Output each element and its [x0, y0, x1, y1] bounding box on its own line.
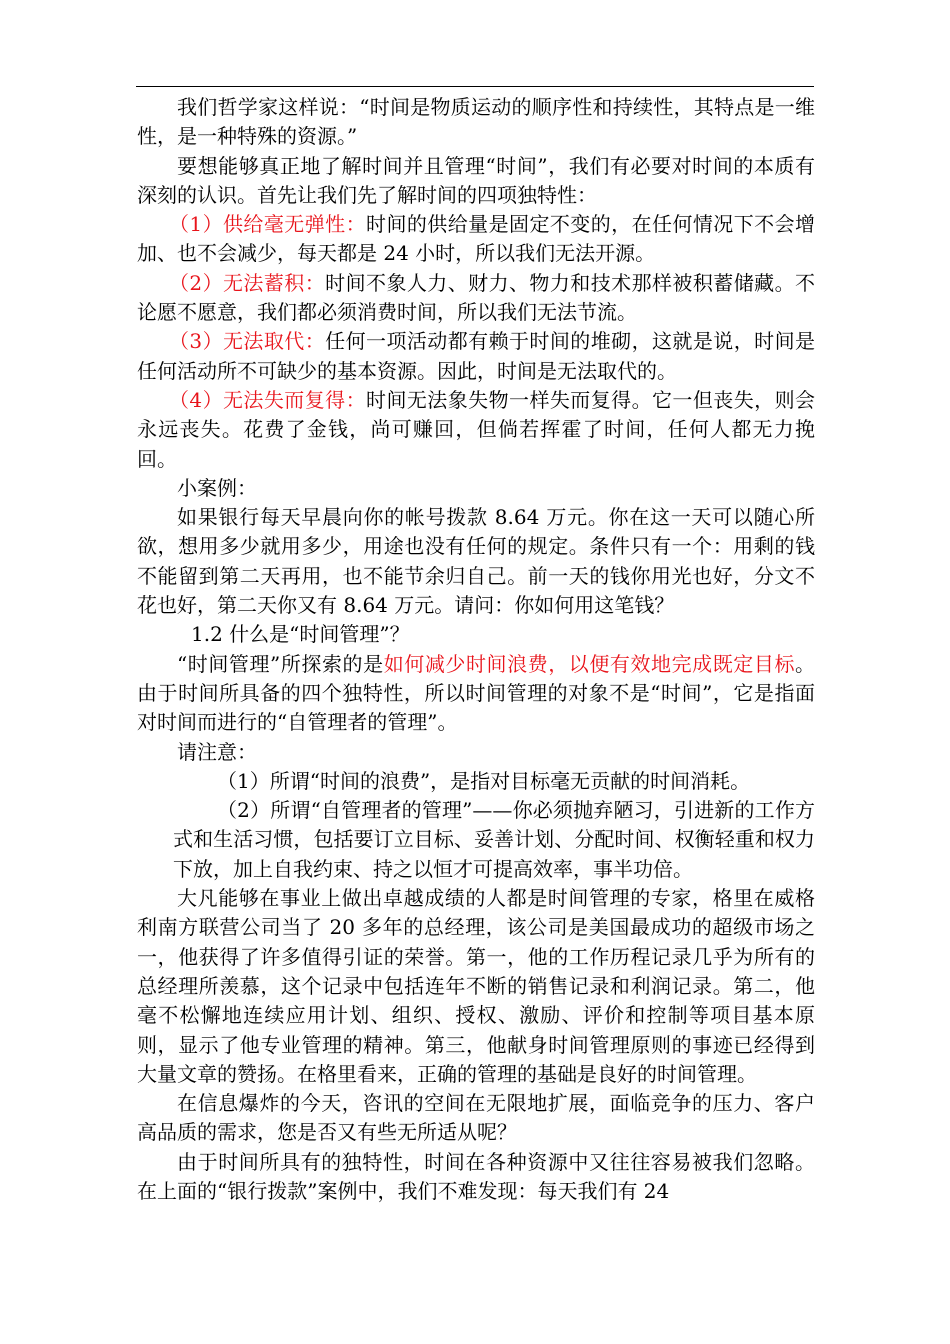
definition-highlight: 如何减少时间浪费，以便有效地完成既定目标: [383, 651, 796, 676]
feature-1-text: 时间的供给量是固定不变的，在任何情况下不会增加、也不会减少，每天都是 24 小时，所以我们无法开源。: [137, 212, 816, 266]
paragraph-definition: [137, 650, 815, 738]
paragraph-feature-2: [137, 269, 815, 328]
paragraph-gary-story: 大凡能够在事业上做出卓越成绩的人都是时间管理的专家，格里在威格利南方联营公司当了 20 多年的总经理，该公司是美国最成功的超级市场之一，他获得了许多值得引证的荣誉。第一，他的工作历程记录几乎为所有的总经理所羡慕，这个记录中包括连年不断的销售记录和利润记录。第二，他毫不松懈地连续应用计划、组织、授权、激励、评价和控制等项目基本原则，显示了他专业管理的精神。第三，他献身时间管理原则的事迹已经得到大量文章的赞扬。在格里看来，正确的管理的基础是良好的时间管理。: [137, 886, 815, 1086]
paragraph-bank-case-review: 由于时间所具有的独特性，时间在各种资源中又往往容易被我们忽略。在上面的“银行拨款”案例中，我们不难发现：每天我们有 24: [137, 1149, 815, 1203]
paragraph-philosophy: 我们哲学家这样说：“时间是物质运动的顺序性和持续性，其特点是一维性，是一种特殊的资源。”: [137, 95, 815, 149]
paragraph-intro-features: 要想能够真正地了解时间并且管理“时间”，我们有必要对时间的本质有深刻的认识。首先让我们先了解时间的四项独特性：: [137, 153, 815, 207]
definition-post: 。由于时间所具备的四个独特性，所以时间管理的对象不是“时间”，它是指面对时间而进行的“自管理者的管理”。: [137, 651, 816, 735]
paragraph-note-2: （2）所谓“自管理者的管理”——你必须抛弃陋习，引进新的工作方式和生活习惯，包括要订立目标、妥善计划、分配时间、权衡轻重和权力下放，加上自我约束、持之以恒才可提高效率，事半功倍。: [173, 798, 815, 881]
feature-4-text: 时间无法象失物一样失而复得。它一但丧失，则会永远丧失。花费了金钱，尚可赚回，但倘若挥霍了时间，任何人都无力挽回。: [137, 387, 816, 471]
feature-2-text: 时间不象人力、财力、物力和技术那样被积蓄储藏。不论愿不愿意，我们都必须消费时间，所以我们无法节流。: [137, 270, 815, 325]
section-heading-1-2: 1.2 什么是“时间管理”？: [191, 622, 410, 647]
feature-3-text: 任何一项活动都有赖于时间的堆砌，这就是说，时间是任何活动所不可缺少的基本资源。因此，时间是无法取代的。: [137, 329, 815, 383]
feature-4-label: （4）无法失而复得：: [169, 387, 367, 412]
paragraph-feature-3: [137, 327, 815, 386]
feature-2-label: （2）无法蓄积：: [169, 270, 326, 295]
paragraph-notice: 请注意：: [177, 739, 257, 764]
paragraph-note-1: （1）所谓“时间的浪费”，是指对目标毫无贡献的时间消耗。: [217, 768, 751, 793]
paragraph-info-age: 在信息爆炸的今天，咨讯的空间在无限地扩展，面临竞争的压力、客户高品质的需求，您是否又有些无所适从呢？: [137, 1091, 815, 1145]
paragraph-case-body: 如果银行每天早晨向你的帐号拨款 8.64 万元。你在这一天可以随心所欲，想用多少就用多少，用途也没有任何的规定。条件只有一个：用剩的钱不能留到第二天再用，也不能节余归自己。前一天的钱你用光也好，分文不花也好，第二天你又有 8.64 万元。请问：你如何用这笔钱？: [137, 505, 815, 618]
paragraph-feature-4: [137, 386, 815, 474]
feature-1-label: （1）供给毫无弹性：: [169, 212, 367, 237]
paragraph-case-title: 小案例：: [177, 475, 257, 500]
document-body: [137, 93, 815, 1206]
feature-3-label: （3）无法取代：: [169, 329, 326, 354]
definition-pre: “时间管理”所探索的是: [177, 651, 384, 676]
header-rule: [136, 86, 814, 87]
paragraph-feature-1: [137, 210, 815, 269]
